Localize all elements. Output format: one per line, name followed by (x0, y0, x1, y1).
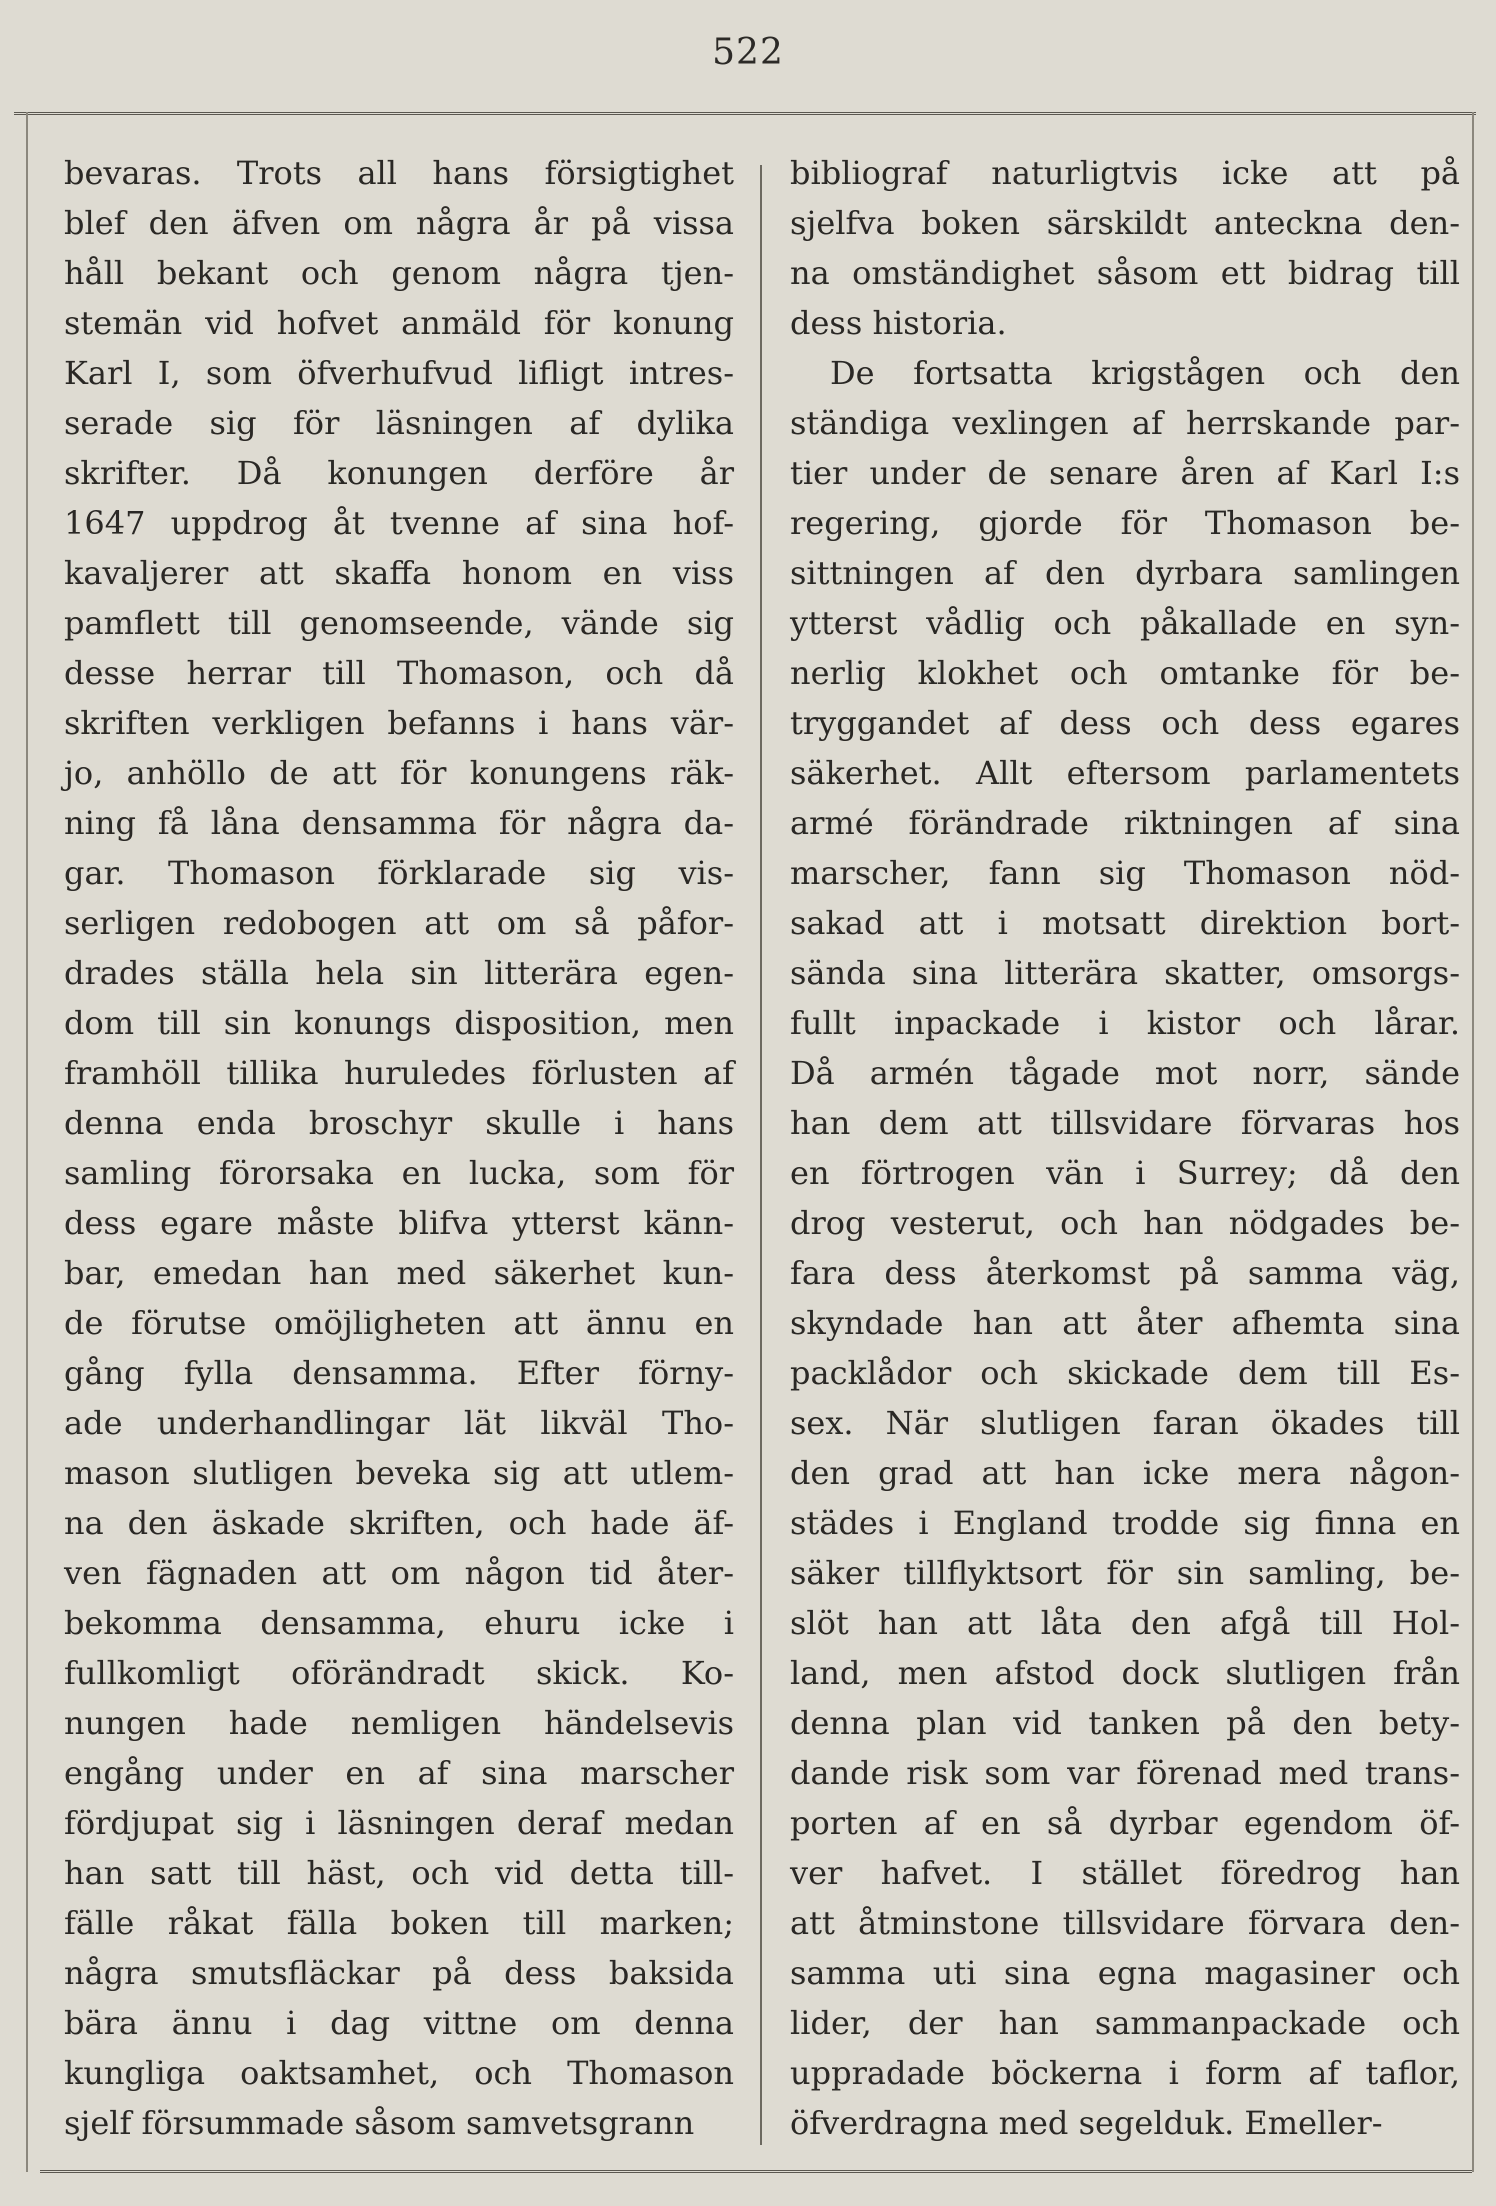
text-line: drades ställa hela sin litterära egen- (64, 954, 734, 992)
text-line: na omständighet såsom ett bidrag till (790, 254, 1460, 292)
text-line: bar, emedan han med säkerhet kun- (64, 1254, 734, 1292)
text-line: lider, der han sammanpackade och (790, 2004, 1460, 2042)
text-line: ven fägnaden att om någon tid åter- (64, 1554, 734, 1592)
text-line: städes i England trodde sig finna en (790, 1504, 1460, 1542)
text-line: sex. När slutligen faran ökades till (790, 1404, 1460, 1442)
text-line: De fortsatta krigstågen och den (830, 354, 1460, 392)
text-line: nungen hade nemligen händelsevis (64, 1704, 734, 1742)
text-line: Karl I, som öfverhufvud lifligt intres- (64, 354, 734, 392)
text-line: fördjupat sig i läsningen deraf medan (64, 1804, 734, 1842)
text-line: slöt han att låta den afgå till Hol- (790, 1604, 1460, 1642)
top-rule (14, 112, 1476, 115)
text-line: ytterst vådlig och påkallade en syn- (790, 604, 1460, 642)
text-line: bära ännu i dag vittne om denna (64, 2004, 734, 2042)
text-line: denna enda broschyr skulle i hans (64, 1104, 734, 1142)
text-line: jo, anhöllo de att för konungens räk- (64, 754, 734, 792)
text-line: land, men afstod dock slutligen från (790, 1654, 1460, 1692)
text-line: fara dess återkomst på samma väg, (790, 1254, 1460, 1292)
text-line: framhöll tillika huruledes förlusten af (64, 1054, 734, 1092)
text-line: ade underhandlingar lät likväl Tho- (64, 1404, 734, 1442)
text-line: sittningen af den dyrbara samlingen (790, 554, 1460, 592)
text-line: en förtrogen vän i Surrey; då den (790, 1154, 1460, 1192)
column-divider (760, 165, 762, 2145)
text-line: samma uti sina egna magasiner och (790, 1954, 1460, 1992)
text-line: de förutse omöjligheten att ännu en (64, 1304, 734, 1342)
text-line: serade sig för läsningen af dylika (64, 404, 734, 442)
text-line: serligen redobogen att om så påfor- (64, 904, 734, 942)
text-line: säkerhet. Allt eftersom parlamentets (790, 754, 1460, 792)
text-line: bekomma densamma, ehuru icke i (64, 1604, 734, 1642)
text-line: sjelfva boken särskildt anteckna den- (790, 204, 1460, 242)
text-line: 1647 uppdrog åt tvenne af sina hof- (64, 504, 734, 542)
text-line: uppradade böckerna i form af taflor, (790, 2054, 1460, 2092)
text-line: några smutsfläckar på dess baksida (64, 1954, 734, 1992)
text-line: bibliograf naturligtvis icke att på (790, 154, 1460, 192)
text-line: gång fylla densamma. Efter förny- (64, 1354, 734, 1392)
text-line: den grad att han icke mera någon- (790, 1454, 1460, 1492)
text-line: stemän vid hofvet anmäld för konung (64, 304, 734, 342)
text-line: skrifter. Då konungen derföre år (64, 454, 734, 492)
text-line: denna plan vid tanken på den bety- (790, 1704, 1460, 1742)
text-line: han dem att tillsvidare förvaras hos (790, 1104, 1460, 1142)
text-line: skyndade han att åter afhemta sina (790, 1304, 1460, 1342)
text-line: Då armén tågade mot norr, sände (790, 1054, 1460, 1092)
text-line: skriften verkligen befanns i hans vär- (64, 704, 734, 742)
bottom-rule (40, 2170, 1472, 2173)
text-line: håll bekant och genom några tjen- (64, 254, 734, 292)
text-line: marscher, fann sig Thomason nöd- (790, 854, 1460, 892)
text-line: att åtminstone tillsvidare förvara den- (790, 1904, 1460, 1942)
text-line: öfverdragna med segelduk. Emeller- (790, 2104, 1383, 2142)
text-line: kavaljerer att skaffa honom en viss (64, 554, 734, 592)
text-line: dess historia. (790, 304, 1007, 342)
text-line: gar. Thomason förklarade sig vis- (64, 854, 734, 892)
text-line: sjelf försummade såsom samvetsgrann (64, 2104, 695, 2142)
page-number: 522 (712, 32, 784, 73)
text-line: samling förorsaka en lucka, som för (64, 1154, 734, 1192)
text-line: sakad att i motsatt direktion bort- (790, 904, 1460, 942)
text-line: kungliga oaktsamhet, och Thomason (64, 2054, 734, 2092)
left-border (26, 112, 28, 2172)
text-line: fullkomligt oförändradt skick. Ko- (64, 1654, 734, 1692)
text-line: nerlig klokhet och omtanke för be- (790, 654, 1460, 692)
text-line: ständiga vexlingen af herrskande par- (790, 404, 1460, 442)
text-line: desse herrar till Thomason, och då (64, 654, 734, 692)
text-line: sända sina litterära skatter, omsorgs- (790, 954, 1460, 992)
text-line: pamflett till genomseende, vände sig (64, 604, 734, 642)
text-line: ning få låna densamma för några da- (64, 804, 734, 842)
text-line: ver hafvet. I stället föredrog han (790, 1854, 1460, 1892)
text-line: na den äskade skriften, och hade äf- (64, 1504, 734, 1542)
text-line: dom till sin konungs disposition, men (64, 1004, 734, 1042)
left-column (64, 148, 734, 2148)
text-line: mason slutligen beveka sig att utlem- (64, 1454, 734, 1492)
text-line: han satt till häst, och vid detta till- (64, 1854, 734, 1892)
right-column (790, 148, 1460, 2148)
text-line: blef den äfven om några år på vissa (64, 204, 734, 242)
text-line: drog vesterut, och han nödgades be- (790, 1204, 1460, 1242)
text-line: fullt inpackade i kistor och lårar. (790, 1004, 1460, 1042)
text-line: armé förändrade riktningen af sina (790, 804, 1460, 842)
text-line: tryggandet af dess och dess egares (790, 704, 1460, 742)
text-line: dess egare måste blifva ytterst känn- (64, 1204, 734, 1242)
text-line: regering, gjorde för Thomason be- (790, 504, 1460, 542)
text-line: packlådor och skickade dem till Es- (790, 1354, 1460, 1392)
text-line: porten af en så dyrbar egendom öf- (790, 1804, 1460, 1842)
text-line: bevaras. Trots all hans försigtighet (64, 154, 734, 192)
text-line: dande risk som var förenad med trans- (790, 1754, 1460, 1792)
text-line: fälle råkat fälla boken till marken; (64, 1904, 734, 1942)
text-line: säker tillflyktsort för sin samling, be- (790, 1554, 1460, 1592)
right-border (1472, 112, 1474, 2172)
text-line: engång under en af sina marscher (64, 1754, 734, 1792)
text-line: tier under de senare åren af Karl I:s (790, 454, 1460, 492)
